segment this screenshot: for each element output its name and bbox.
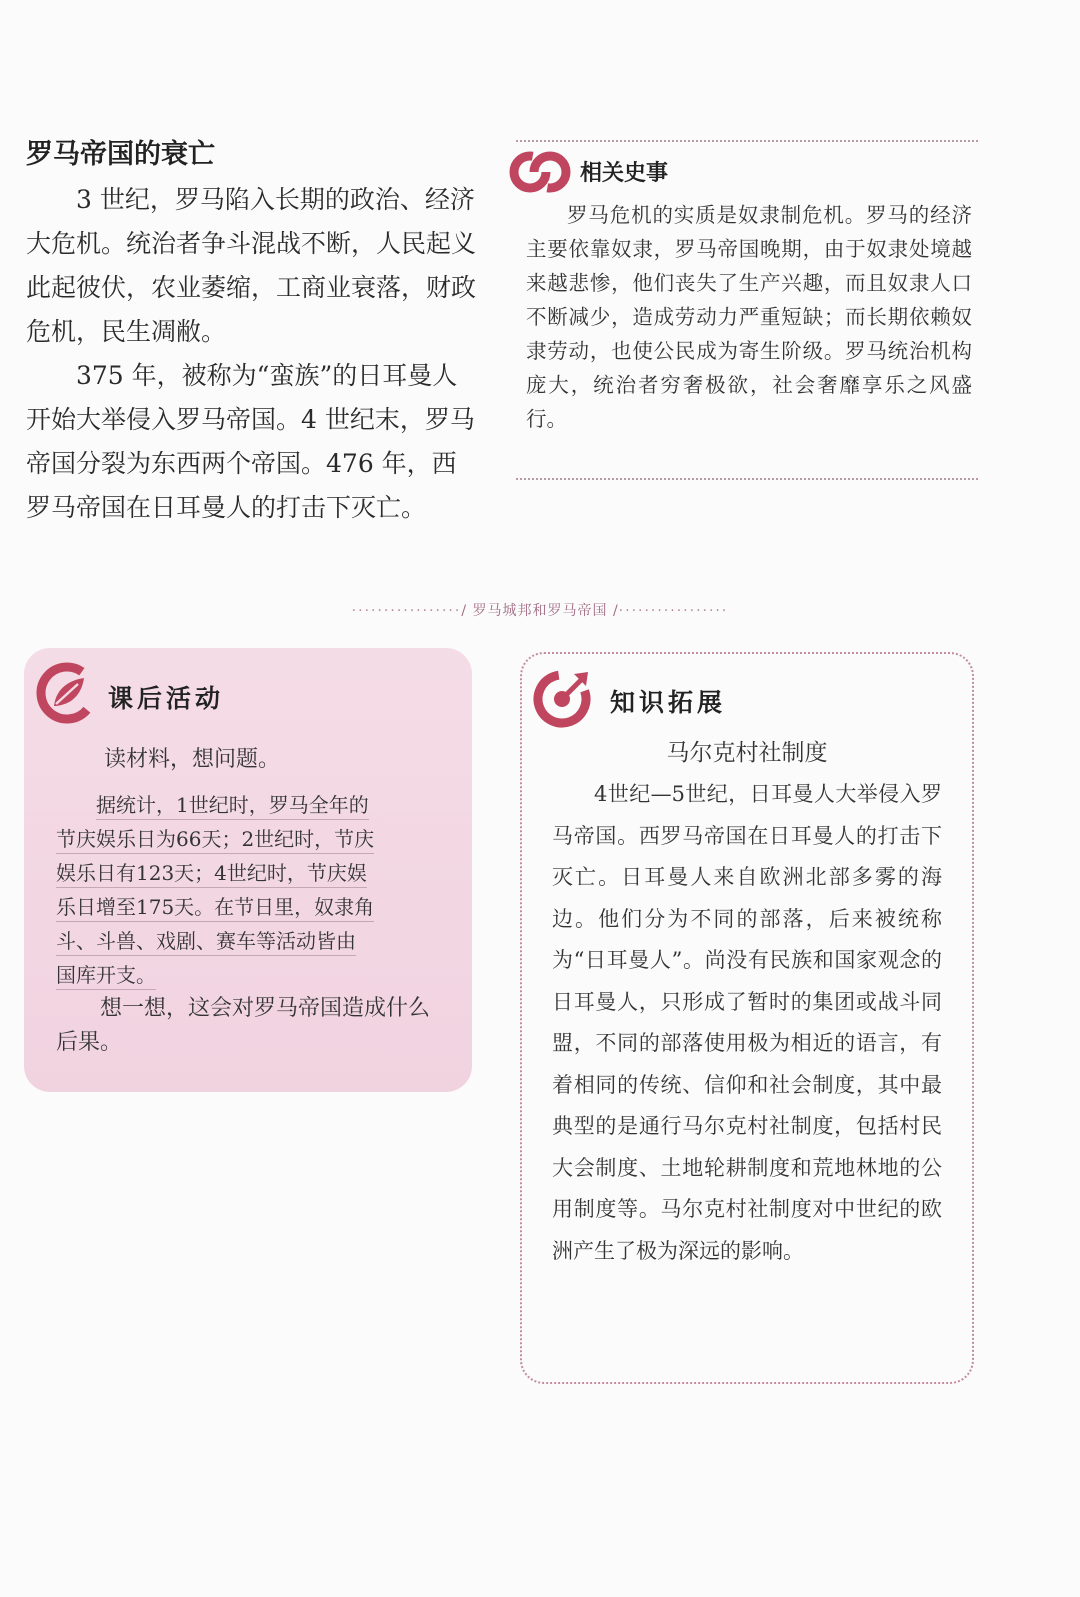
activity-material bbox=[56, 788, 440, 992]
related-history-body bbox=[526, 198, 972, 436]
knowledge-extension-title: 知识拓展 bbox=[610, 688, 727, 717]
after-class-activity-title: 课后活动 bbox=[108, 684, 225, 713]
knowledge-body bbox=[552, 774, 942, 1272]
activity-question: 想一想，这会对罗马帝国造成什么后果。 bbox=[56, 996, 431, 1055]
related-history-text: 罗马危机的实质是奴隶制危机。罗马的经济主要依靠奴隶，罗马帝国晚期，由于奴隶处境越来越悲惨，他们丧失了生产兴趣，而且奴隶人口不断减少，造成劳动力严重短缺；而长期依赖奴隶劳动，也使公民成为寄生阶级。罗马统治机构庞大，统治者穷奢极欲，社会奢靡享乐之风盛行。 bbox=[526, 203, 972, 431]
circular-arrow-icon bbox=[530, 664, 596, 734]
main-paragraph-2: 375 年，被称为“蛮族”的日耳曼人开始大举侵入罗马帝国。4 世纪末，罗马帝国分裂为东西两个帝国。476 年，西罗马帝国在日耳曼人的打击下灭亡。 bbox=[26, 361, 475, 522]
activity-instruction: 读材料，想问题。 bbox=[104, 747, 281, 772]
knowledge-subtitle: 马尔克村社制度 bbox=[666, 740, 828, 766]
material-line: 娱乐日有123天；4世纪时，节庆娱 bbox=[56, 856, 440, 890]
material-line: 节庆娱乐日为66天；2世纪时，节庆 bbox=[56, 822, 440, 856]
material-line: 国库开支。 bbox=[56, 958, 440, 992]
running-header-dots-left: ················· bbox=[351, 603, 462, 619]
main-body bbox=[26, 178, 476, 530]
material-line: 据统计，1世纪时，罗马全年的 bbox=[56, 788, 440, 822]
leaf-circle-icon bbox=[34, 660, 100, 730]
related-history-title: 相关史事 bbox=[580, 161, 669, 186]
running-header bbox=[0, 600, 1080, 620]
main-paragraph-1: 3 世纪，罗马陷入长期的政治、经济大危机。统治者争斗混战不断，人民起义此起彼伏，农业萎缩，工商业衰落，财政危机，民生凋敝。 bbox=[26, 185, 477, 346]
material-line: 斗、斗兽、戏剧、赛车等活动皆由 bbox=[56, 924, 440, 958]
running-header-text: / 罗马城邦和罗马帝国 / bbox=[461, 603, 619, 619]
running-header-dots-right: ················· bbox=[618, 603, 729, 619]
knowledge-text: 4世纪—5世纪，日耳曼人大举侵入罗马帝国。西罗马帝国在日耳曼人的打击下灭亡。日耳曼人来自欧洲北部多雾的海边。他们分为不同的部落，后来被统称为“日耳曼人”。尚没有民族和国家观念的日耳曼人，只形成了暂时的集团或战斗同盟，不同的部落使用极为相近的语言，有着相同的传统、信仰和社会制度，其中最典型的是通行马尔克村社制度，包括村民大会制度、土地轮耕制度和荒地林地的公用制度等。马尔克村社制度对中世纪的欧洲产生了极为深远的影响。 bbox=[552, 782, 942, 1263]
section-heading: 罗马帝国的衰亡 bbox=[26, 139, 215, 170]
material-line: 乐日增至175天。在节日里，奴隶角 bbox=[56, 890, 440, 924]
